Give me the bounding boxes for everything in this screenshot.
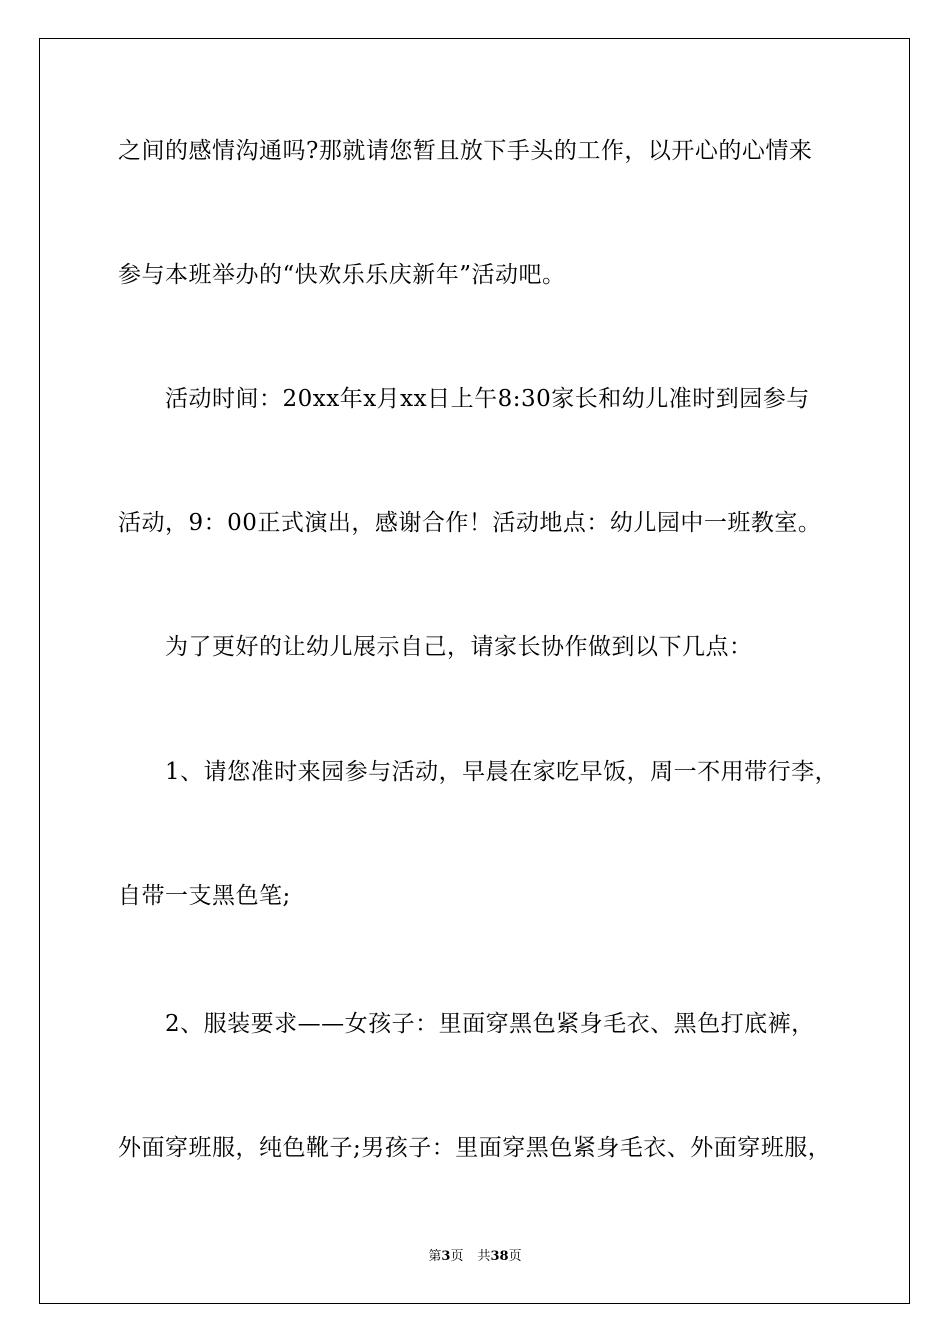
page-border — [39, 38, 910, 1304]
page-suffix: 页 — [450, 1249, 464, 1264]
text-line: 参与本班举办的“快欢乐乐庆新年”活动吧。 — [118, 262, 566, 288]
text-line: 活动时间：20xx年x月xx日上午8:30家长和幼儿准时到园参与 — [165, 386, 810, 412]
text-line: 2、服装要求——女孩子：里面穿黑色紧身毛衣、黑色打底裤， — [165, 1011, 815, 1037]
text-line: 外面穿班服，纯色靴子;男孩子：里面穿黑色紧身毛衣、外面穿班服， — [118, 1135, 832, 1161]
page-number: 3 — [441, 1249, 451, 1264]
text-line: 活动，9：00正式演出，感谢合作！活动地点：幼儿园中一班教室。 — [118, 510, 822, 536]
text-line: 自带一支黑色笔; — [118, 883, 291, 909]
text-line: 1、请您准时来园参与活动，早晨在家吃早饭，周一不用带行李， — [165, 759, 839, 785]
text-line: 之间的感情沟通吗?那就请您暂且放下手头的工作，以开心的心情来 — [118, 138, 813, 164]
text-line: 为了更好的让幼儿展示自己，请家长协作做到以下几点： — [165, 634, 753, 660]
total-pages: 38 — [490, 1249, 509, 1264]
page-prefix: 第 — [428, 1249, 442, 1264]
total-prefix: 共 — [477, 1249, 491, 1264]
page-footer — [0, 1248, 950, 1266]
total-suffix: 页 — [508, 1249, 522, 1264]
